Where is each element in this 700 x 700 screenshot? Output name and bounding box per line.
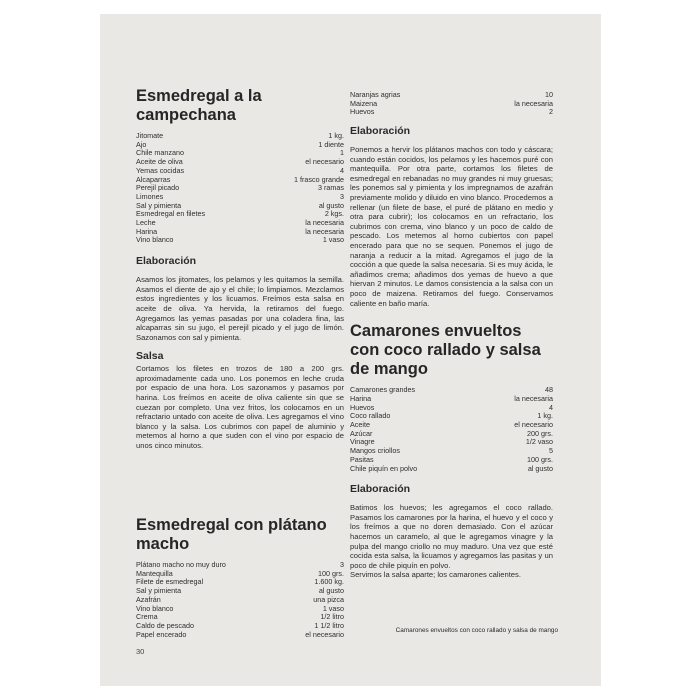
recipe3-closing-text: Servimos la salsa aparte; los camarones calientes. bbox=[350, 570, 521, 580]
ingredient-quantity: 3 ramas bbox=[318, 183, 344, 193]
ingredient-quantity: el necesario bbox=[305, 629, 344, 639]
ingredient-name: Harina bbox=[136, 226, 158, 236]
page-number: 30 bbox=[136, 647, 145, 656]
recipe1-ingredients bbox=[136, 132, 344, 245]
recipe1-elaboracion-heading: Elaboración bbox=[136, 255, 197, 268]
recipe2-elaboracion-heading: Elaboración bbox=[350, 125, 411, 138]
ingredient-quantity: 100 grs. bbox=[527, 454, 553, 464]
photo-caption: Camarones envueltos con coco rallado y salsa de mango bbox=[395, 627, 558, 634]
ingredient-quantity: 1 diente bbox=[318, 139, 344, 149]
ingredient-name: Caldo de pescado bbox=[136, 620, 194, 630]
ingredient-name: Filete de esmedregal bbox=[136, 577, 204, 587]
ingredient-quantity: 1 frasco grande bbox=[294, 174, 344, 184]
ingredient-name: Huevos bbox=[350, 107, 375, 117]
ingredient-quantity: 3 bbox=[340, 560, 344, 569]
recipe3-elaboracion-text: Batimos los huevos; les agregamos el coco rallado. Pasamos los camarones por la harina, el huevo y el coco y los freímos a que no doren demasiado. Con el azúcar hacemos un caramelo, al que le agregamos vinagre y la pulpa del mango criollo no muy maduro. Una vez que esté cocida esta salsa, la licuamos y agregamos las pasitas y un poco de chile piquín en polvo. bbox=[350, 503, 553, 570]
ingredient-name: Chile manzano bbox=[136, 148, 184, 158]
ingredient-row bbox=[350, 100, 553, 109]
ingredient-name: Camarones grandes bbox=[350, 385, 416, 395]
recipe2-ingredients bbox=[136, 561, 344, 639]
ingredient-name: Vinagre bbox=[350, 437, 375, 447]
ingredient-quantity: la necesaria bbox=[514, 98, 553, 108]
ingredient-name: Leche bbox=[136, 218, 156, 228]
ingredient-name: Mantequilla bbox=[136, 568, 173, 578]
ingredient-quantity: 200 grs. bbox=[527, 428, 553, 438]
ingredient-row bbox=[350, 108, 553, 117]
left-column bbox=[136, 87, 344, 459]
ingredient-quantity: la necesaria bbox=[514, 393, 553, 403]
recipe1-title: Esmedregal a la campechana bbox=[136, 87, 262, 124]
ingredient-quantity: 1/2 vaso bbox=[525, 437, 553, 447]
ingredient-quantity: 3 bbox=[340, 191, 344, 201]
ingredient-quantity: 2 bbox=[549, 107, 553, 117]
ingredient-row bbox=[350, 447, 553, 456]
recipe2-elaboracion-text: Ponemos a hervir los plátanos machos con todo y cáscara; cuando están cocidos, los pelamos y les hacemos puré con mantequilla. Por otra parte, cortamos los filetes de esmedregal en rebanadas no muy grandes ni muy gruesas; les ponemos sal y pimienta y los impregnamos de azafrán previamente molido y diluido en vino blanco. Procedemos a rellenar (un filete de base, el puré de plátano en medio y otra para cubrir); los colocamos en un refractario, los cubrimos con crema, vino blanco y un poco de caldo de pescado. Los metemos al horno cubiertos con papel encerado para que no se sequen. Ponemos el jugo de naranja a reducir a la mitad. Agregamos el jugo de la cocción a que quede la salsa necesaria. Si es muy ácida, le añadimos crema; añadimos dos yemas de huevo a que hiervan 2 minutos. Le damos consistencia a la salsa con un poco de maizena. Retiramos del fuego. Conservamos caliente en baño maría. bbox=[350, 145, 553, 308]
ingredient-quantity: la necesaria bbox=[305, 226, 344, 236]
recipe1-salsa-heading: Salsa bbox=[136, 350, 164, 363]
ingredient-row bbox=[350, 465, 553, 474]
ingredient-name: Mangos criollos bbox=[350, 446, 400, 456]
ingredient-row bbox=[136, 236, 344, 245]
ingredient-name: Coco rallado bbox=[350, 411, 391, 421]
ingredient-name: Aceite de oliva bbox=[136, 157, 183, 167]
ingredient-quantity: 1 1/2 litro bbox=[314, 620, 344, 630]
ingredient-name: Naranjas agrias bbox=[350, 90, 401, 99]
ingredient-name: Sal y pimienta bbox=[136, 200, 182, 210]
ingredient-row bbox=[350, 430, 553, 439]
ingredient-name: Vino blanco bbox=[136, 235, 174, 245]
ingredient-quantity: 100 grs. bbox=[318, 568, 344, 578]
ingredient-name: Pasitas bbox=[350, 454, 374, 464]
recipe1-elaboracion-text: Asamos los jitomates, los pelamos y les quitamos la semilla. Asamos el diente de ajo y el chile; lo limpiamos. Mezclamos estos ingredientes y los licuamos. Freímos esta salsa en aceite de oliva. Ya hervida, la retiramos del fuego. Agregamos las yemas pasadas por una coladera fina, las alcaparras sin su jugo, el perejil picado y el jugo de limón. Sazonamos con sal y pimienta. bbox=[136, 275, 344, 342]
ingredient-quantity: la necesaria bbox=[305, 218, 344, 228]
ingredient-quantity: 1 kg. bbox=[328, 131, 344, 140]
ingredient-name: Harina bbox=[350, 393, 372, 403]
ingredient-row bbox=[136, 605, 344, 614]
ingredient-name: Aceite bbox=[350, 420, 370, 430]
ingredient-quantity: 4 bbox=[549, 402, 553, 412]
ingredient-name: Plátano macho no muy duro bbox=[136, 560, 226, 569]
ingredient-name: Limones bbox=[136, 191, 164, 201]
ingredient-quantity: al gusto bbox=[318, 586, 344, 596]
ingredient-name: Huevos bbox=[350, 402, 375, 412]
recipe3-title: Camarones envueltos con coco rallado y salsa de mango bbox=[350, 322, 541, 379]
ingredient-name: Yemas cocidas bbox=[136, 165, 185, 175]
ingredient-name: Azúcar bbox=[350, 428, 373, 438]
ingredient-name: Esmedregal en filetes bbox=[136, 209, 206, 219]
ingredient-name: Sal y pimienta bbox=[136, 586, 182, 596]
right-column bbox=[350, 91, 553, 588]
ingredient-quantity: 2 kgs. bbox=[324, 209, 344, 219]
ingredient-quantity: el necesario bbox=[514, 420, 553, 430]
ingredient-quantity: 1 bbox=[340, 148, 344, 158]
ingredient-name: Chile piquín en polvo bbox=[350, 463, 418, 473]
ingredient-quantity: 4 bbox=[340, 165, 344, 175]
ingredient-quantity: 48 bbox=[545, 385, 553, 395]
ingredient-quantity: al gusto bbox=[527, 463, 553, 473]
ingredient-name: Maizena bbox=[350, 98, 378, 108]
ingredient-row bbox=[136, 132, 344, 141]
ingredient-name: Alcaparras bbox=[136, 174, 171, 184]
ingredient-quantity: 1 vaso bbox=[322, 235, 344, 245]
ingredient-name: Jitomate bbox=[136, 131, 164, 140]
ingredient-name: Vino blanco bbox=[136, 603, 174, 613]
ingredient-quantity: 5 bbox=[549, 446, 553, 456]
recipe3-ingredients bbox=[350, 386, 553, 473]
ingredient-row bbox=[136, 631, 344, 640]
recipe2-ingredients-continued bbox=[350, 91, 553, 117]
ingredient-name: Papel encerado bbox=[136, 629, 187, 639]
ingredient-name: Ajo bbox=[136, 139, 147, 149]
ingredient-row bbox=[136, 184, 344, 193]
ingredient-row bbox=[350, 395, 553, 404]
left-column-bottom bbox=[136, 516, 344, 649]
ingredient-quantity: 1/2 litro bbox=[320, 612, 344, 622]
ingredient-quantity: una pizca bbox=[313, 594, 344, 604]
ingredient-quantity: 10 bbox=[545, 90, 553, 99]
ingredient-row bbox=[350, 421, 553, 430]
recipe2-title: Esmedregal con plátano macho bbox=[136, 516, 327, 553]
ingredient-quantity: 1 kg. bbox=[537, 411, 553, 421]
ingredient-name: Crema bbox=[136, 612, 158, 622]
ingredient-quantity: 1.600 kg. bbox=[314, 577, 344, 587]
ingredient-quantity: 1 vaso bbox=[322, 603, 344, 613]
recipe3-elaboracion-heading: Elaboración bbox=[350, 483, 411, 496]
ingredient-name: Azafrán bbox=[136, 594, 161, 604]
ingredient-quantity: el necesario bbox=[305, 157, 344, 167]
ingredient-name: Perejil picado bbox=[136, 183, 180, 193]
ingredient-quantity: al gusto bbox=[318, 200, 344, 210]
recipe1-salsa-text: Cortamos los filetes en trozos de 180 a 200 grs. aproximadamente cada uno. Los ponemos en leche cruda por espacio de una hora. Los sazonamos y pasamos por harina. Los freímos en aceite de oliva caliente sin que se cuezan por completo. Una vez fritos, los colocamos en un refractario untado con aceite de oliva. Les agregamos el vino blanco y la salsa. Los cubrimos con papel de aluminio y metemos al horno a que suden con el vino por espacio de unos cinco minutos. bbox=[136, 364, 344, 451]
book-page bbox=[100, 14, 601, 686]
